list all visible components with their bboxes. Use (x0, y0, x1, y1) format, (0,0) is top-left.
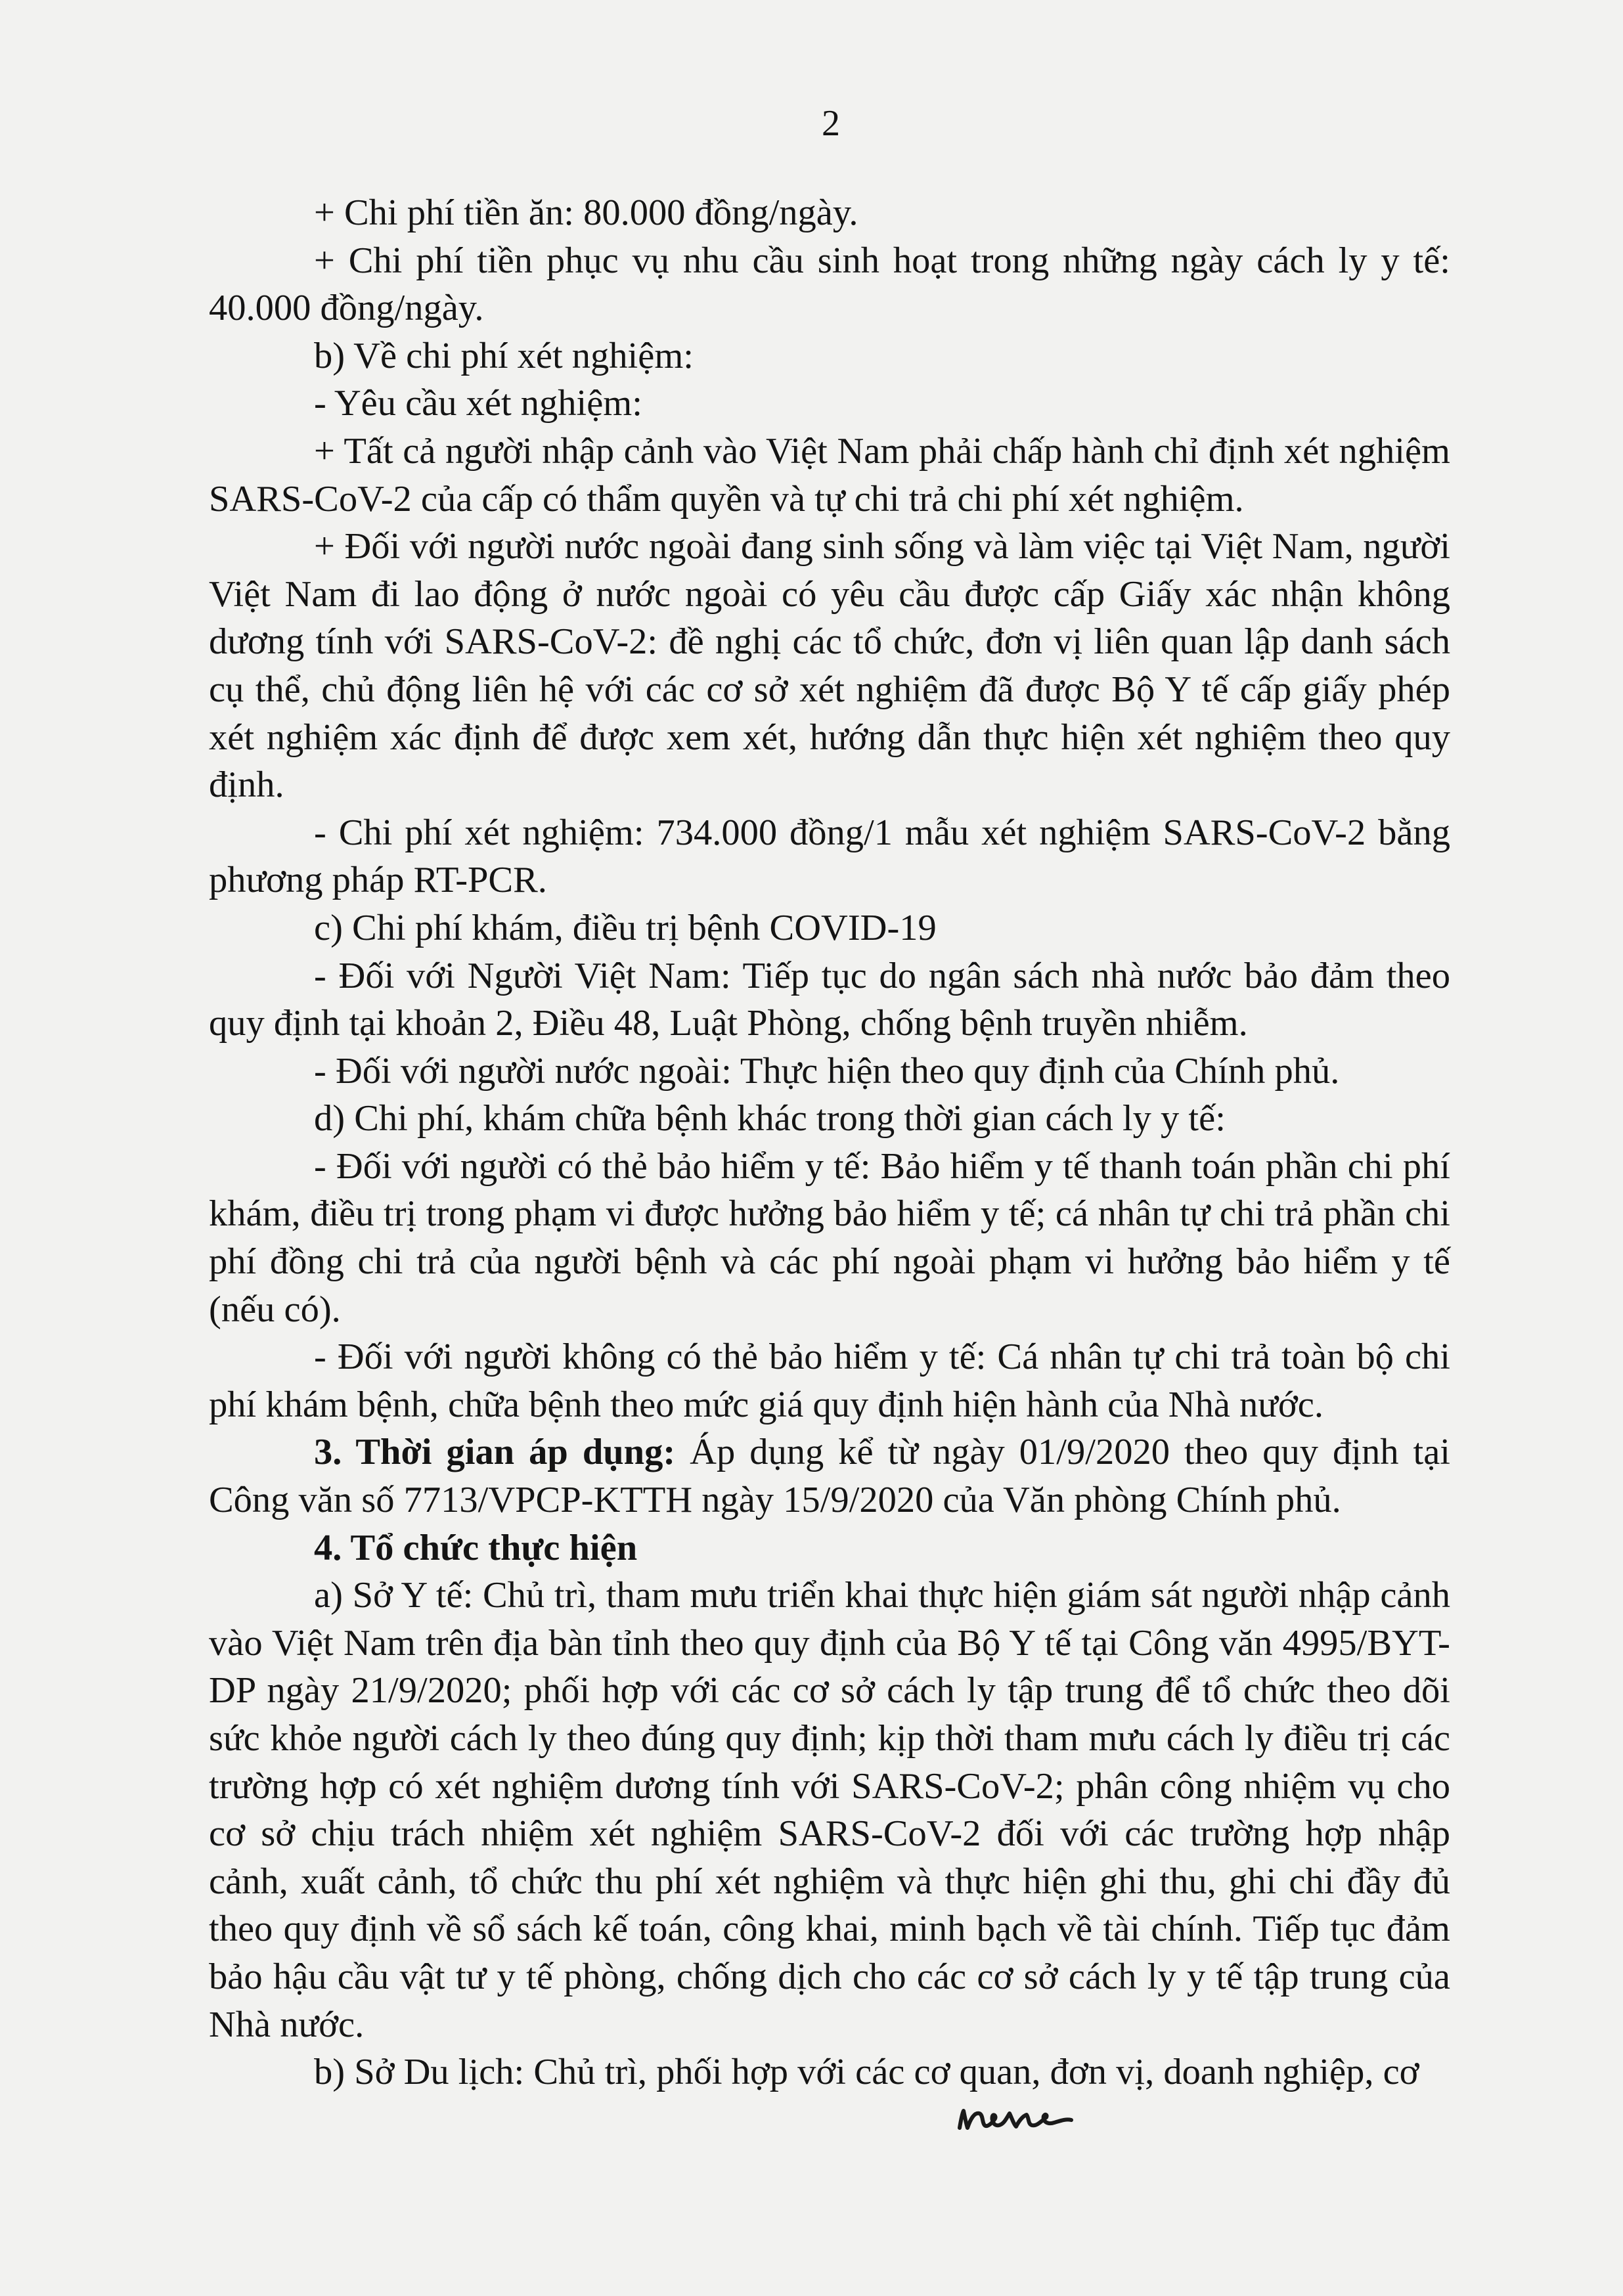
section-3-heading: 3. Thời gian áp dụng: (314, 1432, 676, 1473)
section-4-heading: 4. Tổ chức thực hiện (314, 1527, 638, 1568)
paragraph-test-requirements: - Yêu cầu xét nghiệm: (314, 383, 642, 424)
paragraph-test-cost-heading: b) Về chi phí xét nghiệm: (314, 335, 694, 376)
paragraph-all-entrants: + Tất cả người nhập cảnh vào Việt Nam phải chấp hành chỉ định xét nghiệm SARS-CoV-2 của cấp có thẩm quyền và tự chi trả chi phí xét nghiệm. (209, 430, 1450, 519)
paragraph-food-cost: + Chi phí tiền ăn: 80.000 đồng/ngày. (314, 192, 858, 233)
paragraph-tourism-department: b) Sở Du lịch: Chủ trì, phối hợp với các cơ quan, đơn vị, doanh nghiệp, cơ (314, 2052, 1419, 2093)
paragraph-vietnamese-treatment: - Đối với Người Việt Nam: Tiếp tục do ngân sách nhà nước bảo đảm theo quy định tại khoản 2, Điều 48, Luật Phòng, chống bệnh truyền nhiễm. (209, 955, 1450, 1044)
paragraph-covid-treatment-heading: c) Chi phí khám, điều trị bệnh COVID-19 (314, 907, 937, 948)
handwritten-initials-icon (956, 2094, 1074, 2140)
paragraph-living-cost: + Chi phí tiền phục vụ nhu cầu sinh hoạt trong những ngày cách ly y tế: 40.000 đồng/ngày. (209, 240, 1450, 329)
paragraph-insured: - Đối với người có thẻ bảo hiểm y tế: Bảo hiểm y tế thanh toán phần chi phí khám, điều trị trong phạm vi được hưởng bảo hiểm y tế; cá nhân tự chi trả phần chi phí đồng chi trả của người bệnh và các phí ngoài phạm vi hưởng bảo hiểm y tế (nếu có). (209, 1145, 1450, 1330)
section-3-text: Áp dụng kể từ ngày 01/9/2020 theo quy định tại Công văn số 7713/VPCP-KTTH ngày 15/9/2020 của Văn phòng Chính phủ. (209, 1432, 1450, 1521)
paragraph-uninsured: - Đối với người không có thẻ bảo hiểm y tế: Cá nhân tự chi trả toàn bộ chi phí khám bệnh, chữa bệnh theo mức giá quy định hiện hành của Nhà nước. (209, 1336, 1450, 1425)
paragraph-foreigner-treatment: - Đối với người nước ngoài: Thực hiện theo quy định của Chính phủ. (314, 1050, 1340, 1092)
document-body (209, 189, 1450, 2096)
paragraph-implementation (209, 1524, 1450, 1572)
paragraph-foreigners-certificate: + Đối với người nước ngoài đang sinh sống và làm việc tại Việt Nam, người Việt Nam đi lao động ở nước ngoài có yêu cầu được cấp Giấy xác nhận không dương tính với SARS-CoV-2: đề nghị các tổ chức, đơn vị liên quan lập danh sách cụ thể, chủ động liên hệ với các cơ sở xét nghiệm đã được Bộ Y tế cấp giấy phép xét nghiệm xác định để được xem xét, hướng dẫn thực hiện xét nghiệm theo quy định. (209, 526, 1450, 806)
paragraph-test-price: - Chi phí xét nghiệm: 734.000 đồng/1 mẫu xét nghiệm SARS-CoV-2 bằng phương pháp RT-PCR. (209, 812, 1450, 901)
paragraph-health-department: a) Sở Y tế: Chủ trì, tham mưu triển khai thực hiện giám sát người nhập cảnh vào Việt Nam trên địa bàn tỉnh theo quy định của Bộ Y tế tại Công văn 4995/BYT-DP ngày 21/9/2020; phối hợp với các cơ sở cách ly tập trung để tổ chức theo dõi sức khỏe người cách ly theo đúng quy định; kịp thời tham mưu cách ly điều trị các trường hợp có xét nghiệm dương tính với SARS-CoV-2; phân công nhiệm vụ cho cơ sở chịu trách nhiệm xét nghiệm SARS-CoV-2 đối với các trường hợp nhập cảnh, xuất cảnh, tổ chức thu phí xét nghiệm và thực hiện ghi thu, ghi chi đầy đủ theo quy định về sổ sách kế toán, công khai, minh bạch về tài chính. Tiếp tục đảm bảo hậu cầu vật tư y tế phòng, chống dịch cho các cơ sở cách ly y tế tập trung của Nhà nước. (209, 1575, 1450, 2045)
paragraph-effective-date (209, 1428, 1450, 1524)
paragraph-other-costs-heading: d) Chi phí, khám chữa bệnh khác trong thời gian cách ly y tế: (314, 1098, 1226, 1139)
page-number: 2 (822, 103, 840, 144)
